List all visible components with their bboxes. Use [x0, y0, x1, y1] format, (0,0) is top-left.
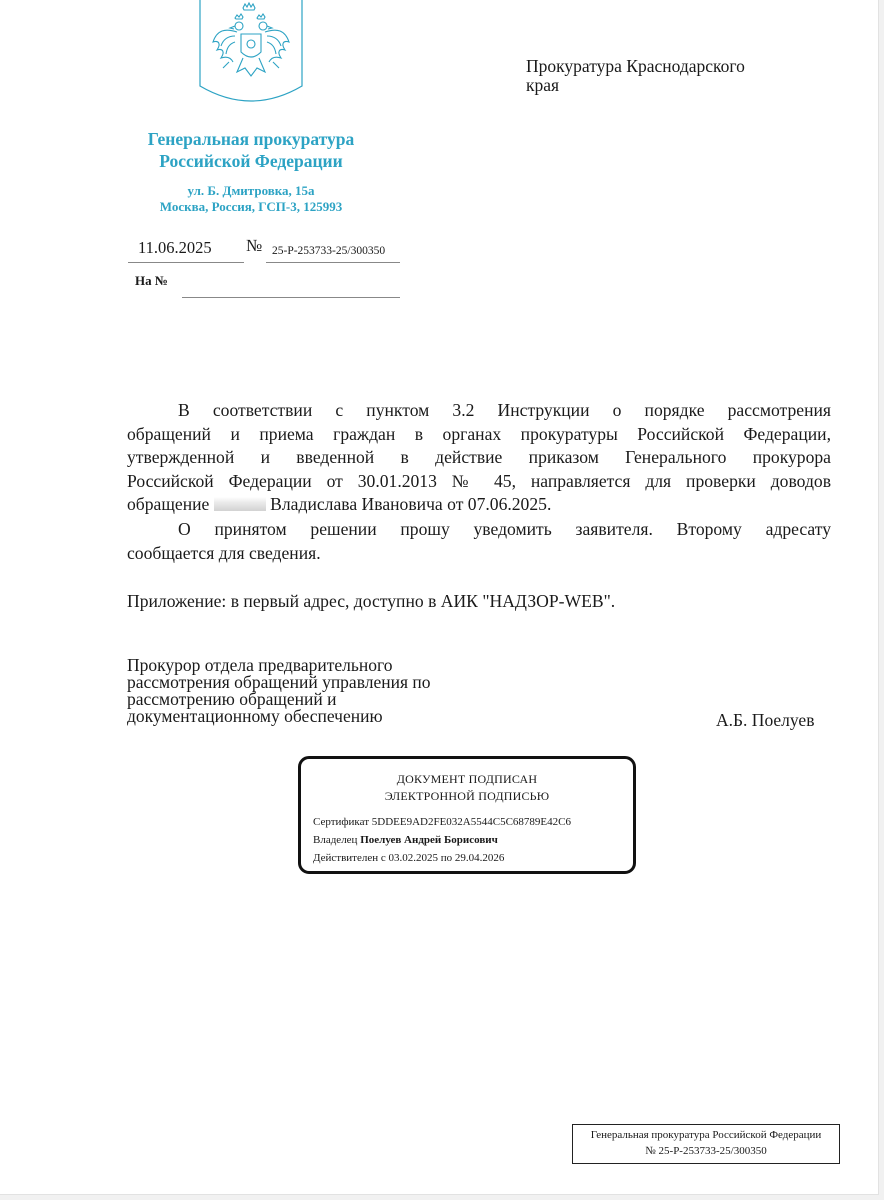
- addressee-line2: края: [526, 75, 560, 95]
- valid-from-label: с: [380, 852, 386, 864]
- e-signature-stamp: [298, 756, 636, 874]
- reply-to-underline: [182, 297, 400, 298]
- org-name-line1: Генеральная прокуратура: [147, 129, 355, 149]
- valid-label: Действителен: [313, 852, 379, 864]
- body-line-redacted: [127, 493, 831, 517]
- signer-position-line: Прокурор отдела предварительного: [127, 655, 393, 675]
- signer-position-line: документационному обеспечению: [127, 706, 383, 726]
- body-line: обращений и приема граждан в органах прокуратуры Российской Федерации,: [127, 423, 831, 444]
- footer-number: № 25-Р-253733-25/300350: [645, 1145, 767, 1157]
- signer-position-line: рассмотрения обращений управления по: [127, 672, 431, 692]
- org-address-line2: Москва, Россия, ГСП-3, 125993: [159, 199, 343, 214]
- number-underline: [266, 262, 400, 263]
- number-sign: №: [246, 236, 263, 255]
- validity-row: [313, 852, 504, 864]
- stamp-title-line2: ЭЛЕКТРОННОЙ ПОДПИСЬЮ: [384, 789, 550, 803]
- body-line: сообщается для сведения.: [127, 542, 321, 563]
- body-text: Владислава Ивановича от 07.06.2025.: [270, 494, 552, 514]
- body-paragraph-1: [127, 399, 831, 517]
- valid-to-label: по: [440, 852, 453, 864]
- double-headed-eagle-icon: [199, 0, 303, 108]
- valid-to: 29.04.2026: [454, 852, 505, 864]
- footer-registration-box: [572, 1124, 840, 1164]
- org-name-line2: Российской Федерации: [159, 151, 343, 171]
- body-line: В соответствии с пунктом 3.2 Инструкции о порядке рассмотрения: [178, 400, 831, 420]
- owner-row: [313, 834, 498, 846]
- addressee: [526, 57, 745, 95]
- signer-position: [127, 657, 431, 725]
- addressee-line1: Прокуратура Краснодарского: [526, 56, 745, 76]
- footer-org: Генеральная прокуратура Российской Федерации: [590, 1129, 822, 1141]
- signer-name: А.Б. Поелуев: [716, 710, 815, 730]
- date-underline: [128, 262, 244, 263]
- owner-label: Владелец: [313, 834, 358, 846]
- body-line: утвержденной и введенной в действие приказом Генерального прокурора: [127, 447, 831, 467]
- letter-date: 11.06.2025: [138, 238, 212, 257]
- certificate-label: Сертификат: [313, 816, 369, 828]
- signer-position-line: рассмотрению обращений и: [127, 689, 337, 709]
- registration-number: 25-Р-253733-25/300350: [272, 245, 386, 257]
- owner-value: Поелуев Андрей Борисович: [360, 834, 498, 846]
- certificate-row: [313, 816, 571, 828]
- reply-to-label: На №: [135, 273, 168, 288]
- valid-from: 03.02.2025: [388, 852, 439, 864]
- certificate-value: 5DDEE9AD2FE032A5544C5C68789E42C6: [371, 816, 571, 828]
- body-line: Российской Федерации от 30.01.2013 № 45, направляется для проверки доводов: [127, 470, 831, 491]
- redacted-surname: [214, 497, 266, 511]
- attachment-note: Приложение: в первый адрес, доступно в АИК "НАДЗОР-WEB".: [127, 591, 616, 611]
- body-text: обращение: [127, 494, 210, 514]
- body-line: О принятом решении прошу уведомить заявителя. Второму адресату: [178, 519, 831, 539]
- stamp-title-line1: ДОКУМЕНТ ПОДПИСАН: [396, 772, 538, 786]
- org-address-line1: ул. Б. Дмитровка, 15а: [187, 183, 315, 198]
- body-paragraph-2: [127, 518, 831, 565]
